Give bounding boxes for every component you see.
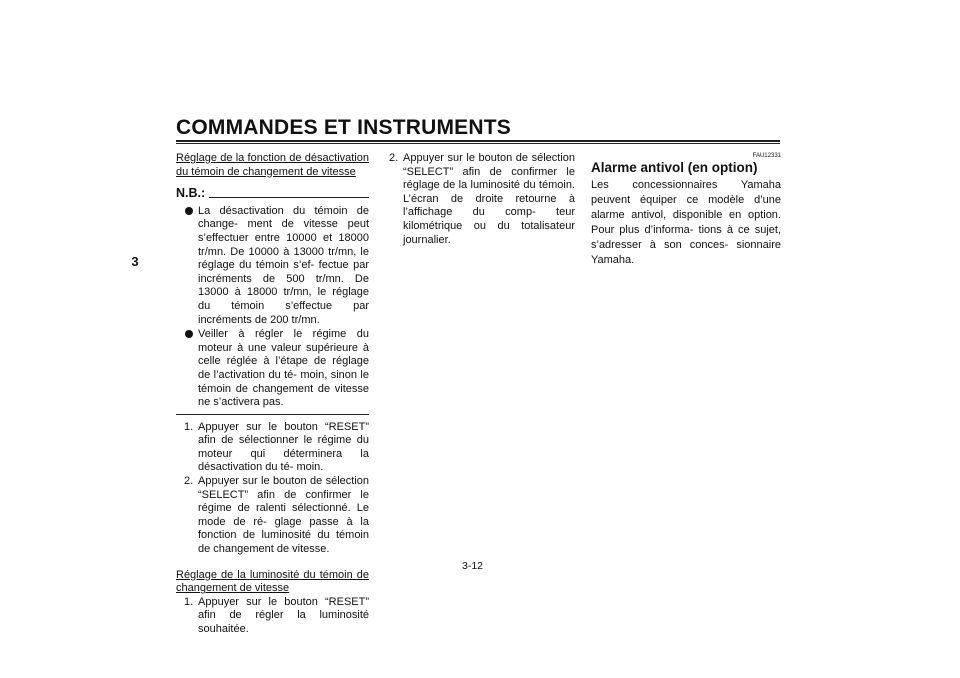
- step-text: Appuyer sur le bouton de sélection “SELECT” afin de confirmer le régime de ralenti sélectionné. Le mode de ré- glage passe à la fonction de luminosité du témoin de changement de vitesse.: [198, 475, 369, 556]
- section-title: Alarme antivol (en option): [591, 160, 758, 175]
- steps-list: [176, 421, 369, 557]
- chapter-tab: 3: [131, 254, 139, 269]
- note-rule: [209, 197, 369, 198]
- list-item: [176, 328, 369, 410]
- subheading-deactivation: Réglage de la fonction de désactivation du témoin de changement de vitesse: [176, 152, 369, 178]
- page-number: 3-12: [462, 560, 484, 572]
- subheading-brightness: Réglage de la luminosité du témoin de changement de vitesse: [176, 568, 369, 595]
- note-header: [176, 187, 369, 201]
- reference-code: FAU12331: [752, 153, 781, 159]
- page-title: COMMANDES ET INSTRUMENTS: [176, 116, 511, 139]
- bullet-text: Veiller à régler le régime du moteur à une valeur supérieure à celle réglée à l’étape de réglage de l’activation du té- moin, sinon le témoin de changement de vitesse ne s’activera pas.: [198, 328, 369, 409]
- list-item: [176, 421, 369, 475]
- bullet-icon: [185, 330, 193, 338]
- bullet-text: La désactivation du témoin de change- ment de vitesse peut s’effectuer entre 10000 et 18000 tr/mn. De 10000 à 13000 tr/mn, le réglage du témoin s’ef- fectue par incréments de 500 tr/mn. De 13000 à 18000 tr/mn, le réglage du témoin s’effectue par incréments de 200 tr/mn.: [198, 204, 369, 326]
- step-number: 2.: [184, 475, 194, 488]
- bullet-icon: [185, 207, 193, 215]
- steps-list-2: [176, 596, 369, 637]
- step-text: Appuyer sur le bouton “RESET” afin de régler la luminosité souhaitée.: [198, 595, 369, 635]
- step-text: Appuyer sur le bouton de sélection “SELECT” afin de confirmer le réglage de la luminosité du témoin. L’écran de droite retourne à l’affichage du comp- teur kilométrique ou du totalisateur journalier.: [403, 152, 575, 246]
- column-2: [389, 152, 575, 247]
- step-number: 1.: [184, 595, 194, 608]
- list-item: [389, 152, 575, 247]
- header-rule-thick: [176, 140, 780, 142]
- step-text: Appuyer sur le bouton “RESET” afin de sélectionner le régime du moteur qui déterminera la désactivation du té- moin.: [198, 420, 369, 474]
- column-1: [176, 152, 369, 637]
- section-paragraph: Les concessionnaires Yamaha peuvent équiper ce modèle d’une alarme antivol, disponible en option. Pour plus d’informa- tions à ce sujet, s’adresser à son conces- sionnaire Yamaha.: [591, 178, 781, 266]
- note-label: N.B.:: [176, 186, 206, 201]
- list-item: [176, 596, 369, 637]
- list-item: [176, 205, 369, 327]
- header-rule-thin: [176, 143, 780, 144]
- step-number: 1.: [184, 420, 194, 433]
- column-3: [591, 152, 781, 268]
- note-bullets: [176, 205, 369, 410]
- list-item: [176, 475, 369, 557]
- steps-list-3: [389, 152, 575, 247]
- step-number: 2.: [389, 152, 399, 164]
- note-end-rule: [176, 414, 369, 421]
